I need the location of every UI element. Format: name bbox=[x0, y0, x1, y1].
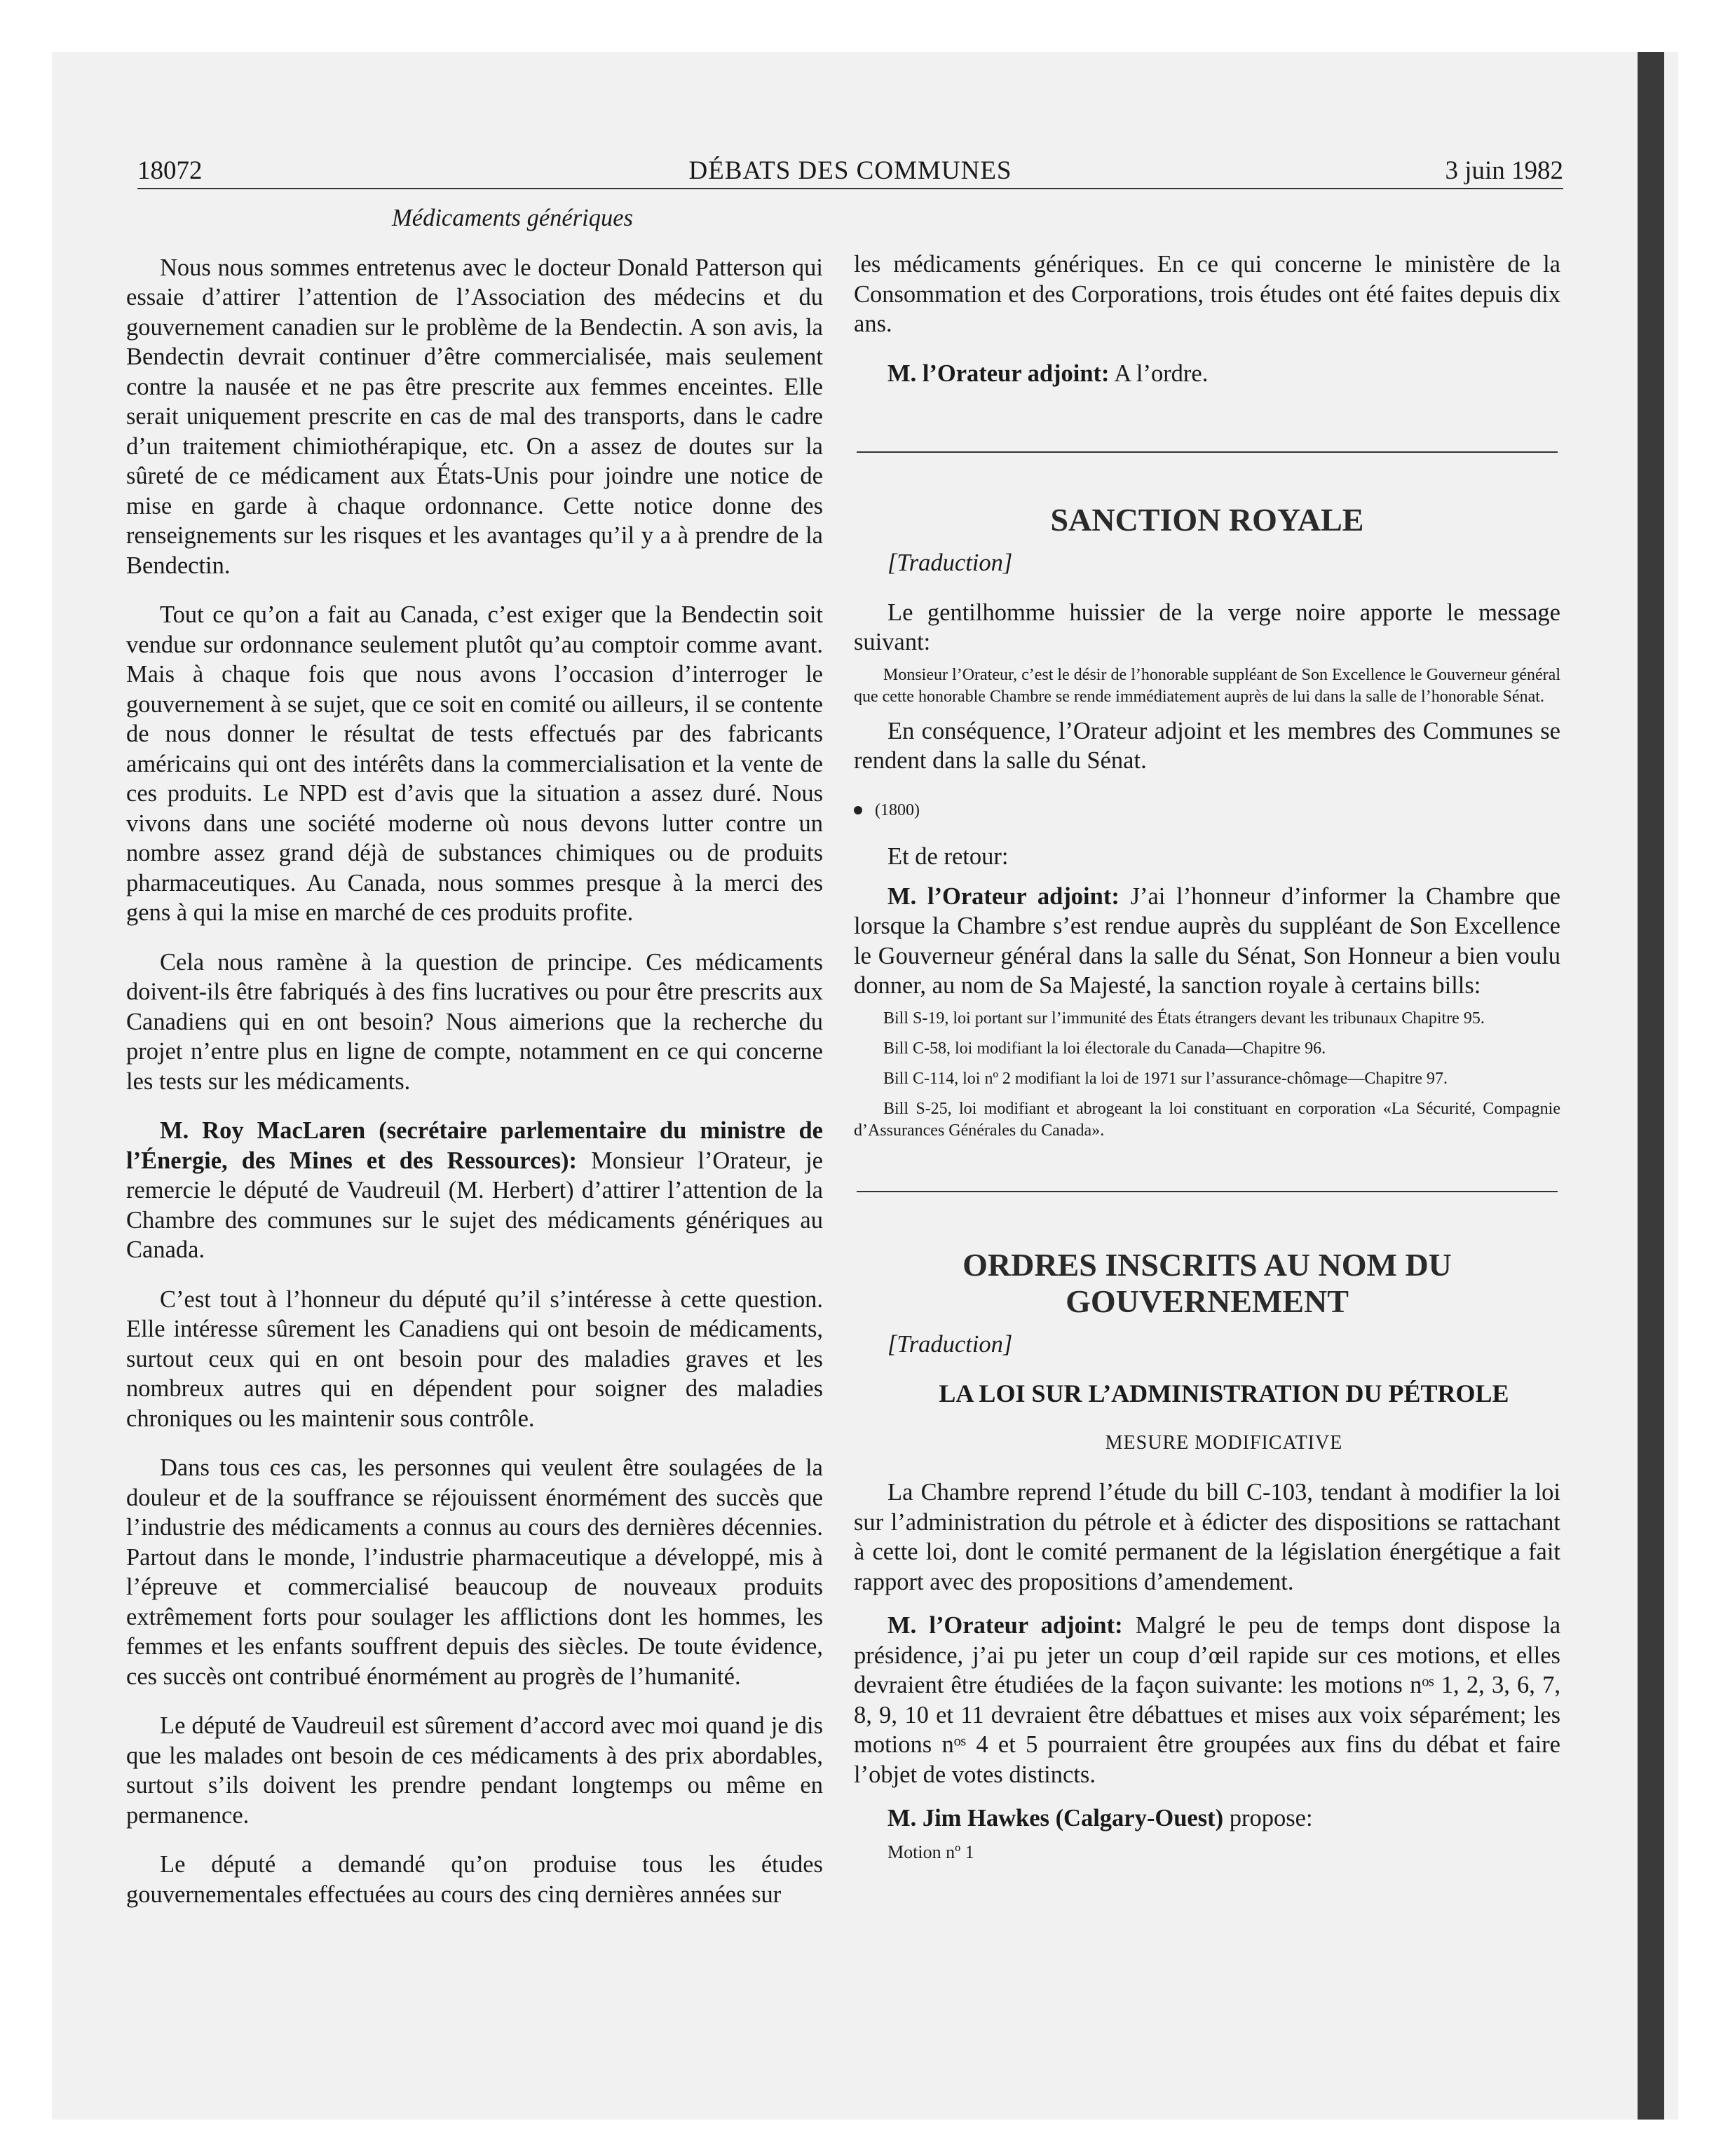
paragraph: Le gentilhomme huissier de la verge noire apporte le message suivant: bbox=[854, 599, 1560, 655]
bill-item: Bill C-114, loi nº 2 modifiant la loi de 1971 sur l’assurance-chômage—Chapitre 97. bbox=[883, 1069, 1448, 1088]
paragraph: C’est tout à l’honneur du député qu’il s’intéresse à cette question. Elle intéresse sûrement les Canadiens qui ont besoin de médicaments, surtout ceux qui en ont besoin pour des maladies graves et les nombreux autres qui en dépendent pour soigner des maladies chroniques ou les maintenir sous contrôle. bbox=[126, 1285, 823, 1432]
paragraph: Nous nous sommes entretenus avec le docteur Donald Patterson qui essaie d’attirer l’attention de l’Association des médecins et du gouvernement canadien sur le problème de la Bendectin. A son avis, la Bendectin devrait continuer d’être commercialisée, mais seulement contre la nausée et ne pas être prescrite aux femmes enceintes. Elle serait uniquement prescrite en cas de mal des transports, dans le cadre d’un traitement chimiothérapique, etc. On a assez de doutes sur la sûreté de ce médicament aux États-Unis pour joindre une notice de mise en garde à chaque ordonnance. Cette notice donne des renseignements sur les risques et les avantages qu’il y a à prendre de la Bendectin. bbox=[126, 254, 823, 579]
speech-paragraph bbox=[854, 1611, 1560, 1789]
section-title-sanction-royale: SANCTION ROYALE bbox=[1050, 502, 1364, 538]
translation-note: [Traduction] bbox=[887, 1330, 1013, 1358]
speaker-name: M. l’Orateur adjoint: bbox=[887, 1612, 1123, 1639]
speech-text: Malgré le peu de temps dont dispose la présidence, j’ai pu jeter un coup d’œil rapide sur ces motions, et elles devraient être étudiées de la façon suivante: les motions nᵒˢ 1, 2, 3, 6, 7, 8, 9, 10 et 11 devraient être débattues et mises aux voix séparément; les motions nᵒˢ 4 et 5 pourraient être groupées aux fins du débat et faire l’objet de votes distincts. bbox=[854, 1612, 1561, 1788]
subsection-caps: MESURE MODIFICATIVE bbox=[1105, 1431, 1343, 1454]
speech-text: propose: bbox=[1223, 1805, 1313, 1831]
speech-paragraph bbox=[854, 882, 1560, 1001]
paragraph: les médicaments génériques. En ce qui concerne le ministère de la Consommation et des Corporations, trois études ont été faites depuis dix ans. bbox=[854, 251, 1560, 337]
scan-edge-bar bbox=[1638, 52, 1664, 2120]
speaker-name: M. Jim Hawkes (Calgary-Ouest) bbox=[887, 1805, 1224, 1831]
right-column bbox=[854, 250, 1560, 1887]
translation-note: [Traduction] bbox=[887, 550, 1013, 576]
page-number: 18072 bbox=[137, 156, 203, 185]
left-column bbox=[126, 203, 823, 1929]
paragraph: En conséquence, l’Orateur adjoint et les membres des Communes se rendent dans la salle du Sénat. bbox=[854, 717, 1560, 774]
speaker-name: M. Roy MacLaren (secrétaire parlementaire du ministre de l’Énergie, des Mines et des Ressources): bbox=[126, 1117, 823, 1174]
page-date: 3 juin 1982 bbox=[1445, 156, 1563, 185]
section-title-ordres: ORDRES INSCRITS AU NOM DU GOUVERNEMENT bbox=[962, 1246, 1452, 1319]
paragraph: Tout ce qu’on a fait au Canada, c’est exiger que la Bendectin soit vendue sur ordonnance seulement plutôt qu’au comptoir comme avant. Mais à chaque fois que nous avons l’occasion d’interroger le gouvernement à se sujet, que ce soit en comité ou ailleurs, il se contente de nous donner le résultat de tests effectués par des fabricants américains qui ont des intérêts dans la commercialisation et la vente de ces produits. Le NPD est d’avis que la situation a assez duré. Nous vivons dans une société moderne où nous devons lutter contre un nombre assez grand déjà de substances chimiques ou de produits pharmaceutiques. Au Canada, nous sommes presque à la merci des gens à qui la mise en marché de ces produits profite. bbox=[126, 601, 823, 926]
publication-title: DÉBATS DES COMMUNES bbox=[688, 156, 1012, 185]
subsection-title: LA LOI SUR L’ADMINISTRATION DU PÉTROLE bbox=[939, 1379, 1509, 1407]
speech-text: Monsieur l’Orateur, je remercie le député de Vaudreuil (M. Herbert) d’attirer l’attention de la Chambre des communes sur le sujet des médicaments génériques au Canada. bbox=[126, 1147, 823, 1263]
page-header bbox=[137, 156, 1563, 189]
bill-item: Bill S-19, loi portant sur l’immunité des États étrangers devant les tribunaux Chapitre 95. bbox=[883, 1009, 1485, 1028]
quoted-message: Monsieur l’Orateur, c’est le désir de l’honorable suppléant de Son Excellence le Gouverneur général que cette honorable Chambre se rende immédiatement auprès de lui dans la salle de l’honorable Sénat. bbox=[854, 665, 1560, 706]
bullet-dot-icon bbox=[854, 806, 862, 814]
motion-label: Motion nº 1 bbox=[887, 1841, 974, 1862]
speaker-name: M. l’Orateur adjoint: bbox=[887, 360, 1110, 387]
bill-item: Bill C-58, loi modifiant la loi électorale du Canada—Chapitre 96. bbox=[883, 1039, 1326, 1058]
speech-paragraph bbox=[854, 1803, 1560, 1834]
speech-paragraph bbox=[126, 1116, 823, 1265]
paragraph: Le député a demandé qu’on produise tous les études gouvernementales effectuées au cours des cinq dernières années sur bbox=[126, 1851, 823, 1908]
paragraph: Et de retour: bbox=[887, 843, 1009, 870]
timestamp: (1800) bbox=[854, 796, 1560, 826]
speech-text: J’ai l’honneur d’informer la Chambre que lorsque la Chambre s’est rendue auprès du suppléant de Son Excellence le Gouverneur général dans la salle du Sénat, Son Honneur a bien voulu donner, au nom de Sa Majesté, la sanction royale à certains bills: bbox=[854, 882, 1560, 999]
section-subhead: Médicaments génériques bbox=[392, 205, 633, 231]
speaker-name: M. l’Orateur adjoint: bbox=[887, 882, 1120, 910]
paragraph: Cela nous ramène à la question de principe. Ces médicaments doivent-ils être fabriqués à des fins lucratives ou pour être prescrits aux Canadiens qui en ont besoin? Nous aimerions que la recherche du projet n’entre plus en ligne de compte, notamment en ce qui concerne les tests sur les médicaments. bbox=[126, 948, 823, 1095]
bill-item: Bill S-25, loi modifiant et abrogeant la loi constituant en corporation «La Sécurité, Compagnie d’Assurances Générales du Canada». bbox=[854, 1099, 1560, 1140]
paragraph: Dans tous ces cas, les personnes qui veulent être soulagées de la douleur et de la souffrance se réjouissent énormément des succès que l’industrie des médicaments a connus au cours des dernières décennies. Partout dans le monde, l’industrie pharmaceutique a développé, mis à l’épreuve et commercialisé beaucoup de nouveaux produits extrêmement forts pour soulager les afflictions dont les hommes, les femmes et les enfants souffrent depuis des siècles. De toute évidence, ces succès ont contribué énormément au progrès de l’humanité. bbox=[126, 1454, 823, 1690]
paragraph: La Chambre reprend l’étude du bill C-103, tendant à modifier la loi sur l’administration du pétrole et à édicter des dispositions se rattachant à cette loi, dont le comité permanent de la législation énergétique a fait rapport avec des propositions d’amendement. bbox=[854, 1479, 1560, 1595]
paragraph: Le député de Vaudreuil est sûrement d’accord avec moi quand je dis que les malades ont besoin de ces médicaments à des prix abordables, surtout s’ils doivent les prendre pendant longtemps ou même en permanence. bbox=[126, 1712, 823, 1829]
speech-text: A l’ordre. bbox=[1109, 360, 1209, 387]
header-rule bbox=[137, 188, 1563, 189]
speech-paragraph bbox=[854, 359, 1560, 389]
